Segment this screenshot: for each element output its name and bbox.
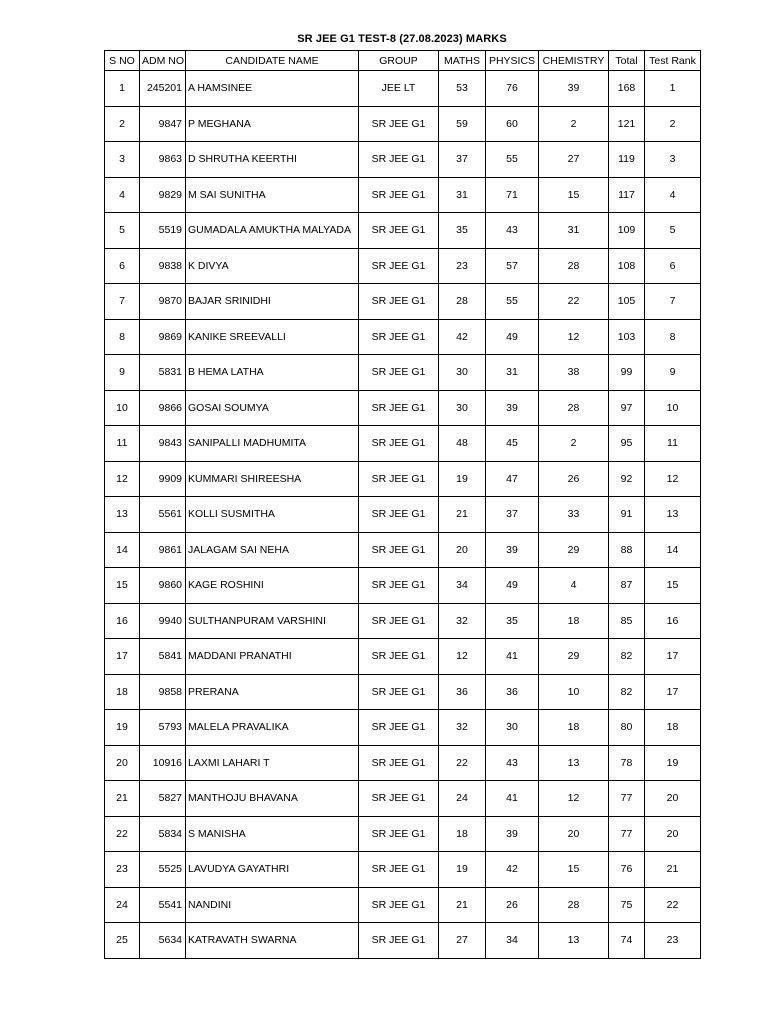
- cell-test-rank: 1: [645, 71, 701, 107]
- cell-test-rank: 8: [645, 319, 701, 355]
- cell-sno: 3: [105, 142, 140, 178]
- cell-maths: 19: [439, 852, 486, 888]
- header-group: GROUP: [359, 51, 439, 71]
- cell-group: SR JEE G1: [359, 710, 439, 746]
- cell-total: 95: [609, 426, 645, 462]
- cell-adm-no: 5831: [140, 355, 186, 391]
- cell-adm-no: 5834: [140, 816, 186, 852]
- cell-sno: 14: [105, 532, 140, 568]
- cell-group: SR JEE G1: [359, 923, 439, 959]
- cell-candidate-name: MALELA PRAVALIKA: [186, 710, 359, 746]
- cell-test-rank: 17: [645, 674, 701, 710]
- cell-chemistry: 15: [539, 177, 609, 213]
- cell-chemistry: 33: [539, 497, 609, 533]
- cell-maths: 24: [439, 781, 486, 817]
- cell-adm-no: 9860: [140, 568, 186, 604]
- cell-adm-no: 9869: [140, 319, 186, 355]
- sheet-title: SR JEE G1 TEST-8 (27.08.2023) MARKS: [297, 33, 507, 45]
- cell-physics: 43: [486, 745, 539, 781]
- cell-test-rank: 13: [645, 497, 701, 533]
- cell-adm-no: 5561: [140, 497, 186, 533]
- cell-group: SR JEE G1: [359, 639, 439, 675]
- cell-group: SR JEE G1: [359, 674, 439, 710]
- cell-sno: 2: [105, 106, 140, 142]
- table-row: [105, 852, 701, 888]
- cell-sno: 7: [105, 284, 140, 320]
- cell-test-rank: 20: [645, 781, 701, 817]
- header-adm-no: ADM NO: [140, 51, 186, 71]
- cell-physics: 76: [486, 71, 539, 107]
- cell-adm-no: 9843: [140, 426, 186, 462]
- cell-candidate-name: LAXMI LAHARI T: [186, 745, 359, 781]
- cell-maths: 36: [439, 674, 486, 710]
- cell-total: 87: [609, 568, 645, 604]
- cell-total: 85: [609, 603, 645, 639]
- cell-candidate-name: SANIPALLI MADHUMITA: [186, 426, 359, 462]
- cell-test-rank: 9: [645, 355, 701, 391]
- cell-chemistry: 26: [539, 461, 609, 497]
- cell-candidate-name: LAVUDYA GAYATHRI: [186, 852, 359, 888]
- cell-group: SR JEE G1: [359, 461, 439, 497]
- cell-total: 80: [609, 710, 645, 746]
- cell-sno: 4: [105, 177, 140, 213]
- cell-test-rank: 4: [645, 177, 701, 213]
- cell-group: SR JEE G1: [359, 745, 439, 781]
- table-row: [105, 781, 701, 817]
- cell-physics: 49: [486, 319, 539, 355]
- cell-candidate-name: JALAGAM SAI NEHA: [186, 532, 359, 568]
- cell-candidate-name: NANDINI: [186, 887, 359, 923]
- header-test-rank: Test Rank: [645, 51, 701, 71]
- cell-physics: 55: [486, 284, 539, 320]
- cell-physics: 41: [486, 781, 539, 817]
- cell-test-rank: 14: [645, 532, 701, 568]
- cell-chemistry: 4: [539, 568, 609, 604]
- cell-candidate-name: MANTHOJU BHAVANA: [186, 781, 359, 817]
- table-row: [105, 603, 701, 639]
- cell-total: 97: [609, 390, 645, 426]
- cell-test-rank: 12: [645, 461, 701, 497]
- cell-sno: 12: [105, 461, 140, 497]
- cell-physics: 42: [486, 852, 539, 888]
- cell-maths: 35: [439, 213, 486, 249]
- cell-chemistry: 22: [539, 284, 609, 320]
- cell-maths: 30: [439, 390, 486, 426]
- cell-chemistry: 10: [539, 674, 609, 710]
- header-chemistry: CHEMISTRY: [539, 51, 609, 71]
- cell-test-rank: 7: [645, 284, 701, 320]
- table-row: [105, 248, 701, 284]
- cell-chemistry: 12: [539, 319, 609, 355]
- cell-candidate-name: KOLLI SUSMITHA: [186, 497, 359, 533]
- cell-physics: 41: [486, 639, 539, 675]
- cell-maths: 37: [439, 142, 486, 178]
- cell-test-rank: 23: [645, 923, 701, 959]
- cell-maths: 53: [439, 71, 486, 107]
- table-header: [105, 51, 701, 71]
- cell-maths: 19: [439, 461, 486, 497]
- cell-group: SR JEE G1: [359, 213, 439, 249]
- cell-physics: 39: [486, 816, 539, 852]
- header-physics: PHYSICS: [486, 51, 539, 71]
- cell-sno: 20: [105, 745, 140, 781]
- cell-maths: 32: [439, 710, 486, 746]
- header-maths: MATHS: [439, 51, 486, 71]
- cell-total: 77: [609, 816, 645, 852]
- table-row: [105, 71, 701, 107]
- table-row: [105, 639, 701, 675]
- cell-candidate-name: PRERANA: [186, 674, 359, 710]
- cell-test-rank: 11: [645, 426, 701, 462]
- cell-physics: 31: [486, 355, 539, 391]
- cell-adm-no: 9870: [140, 284, 186, 320]
- cell-total: 117: [609, 177, 645, 213]
- cell-candidate-name: GOSAI SOUMYA: [186, 390, 359, 426]
- cell-chemistry: 29: [539, 532, 609, 568]
- cell-physics: 55: [486, 142, 539, 178]
- cell-total: 92: [609, 461, 645, 497]
- cell-maths: 59: [439, 106, 486, 142]
- cell-physics: 34: [486, 923, 539, 959]
- cell-group: SR JEE G1: [359, 355, 439, 391]
- cell-adm-no: 9866: [140, 390, 186, 426]
- table-row: [105, 532, 701, 568]
- cell-test-rank: 10: [645, 390, 701, 426]
- cell-sno: 9: [105, 355, 140, 391]
- cell-group: SR JEE G1: [359, 284, 439, 320]
- table-row: [105, 142, 701, 178]
- cell-test-rank: 19: [645, 745, 701, 781]
- cell-total: 76: [609, 852, 645, 888]
- header-sno: S NO: [105, 51, 140, 71]
- table-row: [105, 710, 701, 746]
- cell-chemistry: 18: [539, 603, 609, 639]
- table-row: [105, 923, 701, 959]
- cell-candidate-name: BAJAR SRINIDHI: [186, 284, 359, 320]
- cell-maths: 27: [439, 923, 486, 959]
- cell-chemistry: 2: [539, 106, 609, 142]
- cell-adm-no: 9829: [140, 177, 186, 213]
- cell-maths: 21: [439, 497, 486, 533]
- cell-total: 82: [609, 674, 645, 710]
- cell-total: 74: [609, 923, 645, 959]
- header-total: Total: [609, 51, 645, 71]
- cell-physics: 45: [486, 426, 539, 462]
- cell-adm-no: 9861: [140, 532, 186, 568]
- cell-maths: 18: [439, 816, 486, 852]
- cell-chemistry: 13: [539, 745, 609, 781]
- cell-maths: 22: [439, 745, 486, 781]
- cell-adm-no: 5519: [140, 213, 186, 249]
- cell-chemistry: 29: [539, 639, 609, 675]
- cell-candidate-name: KUMMARI SHIREESHA: [186, 461, 359, 497]
- cell-candidate-name: M SAI SUNITHA: [186, 177, 359, 213]
- table-row: [105, 674, 701, 710]
- cell-physics: 57: [486, 248, 539, 284]
- cell-adm-no: 9940: [140, 603, 186, 639]
- cell-physics: 60: [486, 106, 539, 142]
- cell-sno: 18: [105, 674, 140, 710]
- cell-group: SR JEE G1: [359, 781, 439, 817]
- cell-chemistry: 12: [539, 781, 609, 817]
- cell-maths: 48: [439, 426, 486, 462]
- cell-test-rank: 3: [645, 142, 701, 178]
- table-row: [105, 816, 701, 852]
- cell-physics: 26: [486, 887, 539, 923]
- cell-maths: 31: [439, 177, 486, 213]
- cell-sno: 1: [105, 71, 140, 107]
- cell-sno: 16: [105, 603, 140, 639]
- cell-sno: 22: [105, 816, 140, 852]
- marks-table: [104, 50, 701, 959]
- cell-maths: 12: [439, 639, 486, 675]
- cell-sno: 23: [105, 852, 140, 888]
- cell-candidate-name: P MEGHANA: [186, 106, 359, 142]
- cell-sno: 5: [105, 213, 140, 249]
- table-row: [105, 461, 701, 497]
- cell-maths: 42: [439, 319, 486, 355]
- cell-total: 103: [609, 319, 645, 355]
- table-body: [105, 71, 701, 959]
- cell-total: 119: [609, 142, 645, 178]
- cell-physics: 71: [486, 177, 539, 213]
- cell-chemistry: 20: [539, 816, 609, 852]
- cell-chemistry: 27: [539, 142, 609, 178]
- cell-chemistry: 28: [539, 248, 609, 284]
- cell-maths: 34: [439, 568, 486, 604]
- cell-physics: 36: [486, 674, 539, 710]
- table-row: [105, 177, 701, 213]
- cell-physics: 35: [486, 603, 539, 639]
- cell-group: SR JEE G1: [359, 248, 439, 284]
- table-row: [105, 213, 701, 249]
- cell-sno: 15: [105, 568, 140, 604]
- cell-total: 77: [609, 781, 645, 817]
- cell-group: SR JEE G1: [359, 532, 439, 568]
- cell-total: 105: [609, 284, 645, 320]
- cell-adm-no: 5541: [140, 887, 186, 923]
- cell-sno: 21: [105, 781, 140, 817]
- cell-sno: 6: [105, 248, 140, 284]
- cell-candidate-name: B HEMA LATHA: [186, 355, 359, 391]
- cell-group: SR JEE G1: [359, 106, 439, 142]
- cell-candidate-name: S MANISHA: [186, 816, 359, 852]
- cell-candidate-name: KATRAVATH SWARNA: [186, 923, 359, 959]
- cell-test-rank: 5: [645, 213, 701, 249]
- cell-chemistry: 2: [539, 426, 609, 462]
- header-row: [105, 51, 701, 71]
- cell-maths: 21: [439, 887, 486, 923]
- cell-total: 109: [609, 213, 645, 249]
- cell-sno: 19: [105, 710, 140, 746]
- cell-group: SR JEE G1: [359, 568, 439, 604]
- cell-total: 121: [609, 106, 645, 142]
- cell-group: SR JEE G1: [359, 319, 439, 355]
- cell-chemistry: 18: [539, 710, 609, 746]
- cell-sno: 25: [105, 923, 140, 959]
- cell-adm-no: 5634: [140, 923, 186, 959]
- cell-chemistry: 13: [539, 923, 609, 959]
- cell-group: SR JEE G1: [359, 426, 439, 462]
- cell-group: SR JEE G1: [359, 603, 439, 639]
- cell-chemistry: 28: [539, 390, 609, 426]
- cell-maths: 28: [439, 284, 486, 320]
- cell-chemistry: 38: [539, 355, 609, 391]
- table-row: [105, 887, 701, 923]
- cell-test-rank: 22: [645, 887, 701, 923]
- cell-adm-no: 9847: [140, 106, 186, 142]
- cell-group: SR JEE G1: [359, 390, 439, 426]
- cell-adm-no: 9863: [140, 142, 186, 178]
- cell-test-rank: 2: [645, 106, 701, 142]
- table-row: [105, 745, 701, 781]
- cell-sno: 10: [105, 390, 140, 426]
- cell-adm-no: 5827: [140, 781, 186, 817]
- cell-sno: 8: [105, 319, 140, 355]
- cell-candidate-name: KAGE ROSHINI: [186, 568, 359, 604]
- cell-test-rank: 21: [645, 852, 701, 888]
- cell-adm-no: 9838: [140, 248, 186, 284]
- cell-candidate-name: K DIVYA: [186, 248, 359, 284]
- cell-candidate-name: KANIKE SREEVALLI: [186, 319, 359, 355]
- cell-sno: 13: [105, 497, 140, 533]
- cell-group: SR JEE G1: [359, 142, 439, 178]
- cell-adm-no: 10916: [140, 745, 186, 781]
- cell-total: 75: [609, 887, 645, 923]
- cell-sno: 11: [105, 426, 140, 462]
- cell-chemistry: 39: [539, 71, 609, 107]
- cell-total: 91: [609, 497, 645, 533]
- cell-physics: 39: [486, 390, 539, 426]
- cell-sno: 17: [105, 639, 140, 675]
- cell-group: SR JEE G1: [359, 887, 439, 923]
- cell-test-rank: 20: [645, 816, 701, 852]
- table-row: [105, 319, 701, 355]
- cell-maths: 20: [439, 532, 486, 568]
- cell-maths: 32: [439, 603, 486, 639]
- cell-group: SR JEE G1: [359, 177, 439, 213]
- cell-physics: 47: [486, 461, 539, 497]
- table-row: [105, 284, 701, 320]
- cell-maths: 30: [439, 355, 486, 391]
- cell-test-rank: 16: [645, 603, 701, 639]
- cell-adm-no: 5525: [140, 852, 186, 888]
- cell-total: 99: [609, 355, 645, 391]
- cell-group: SR JEE G1: [359, 852, 439, 888]
- header-candidate-name: CANDIDATE NAME: [186, 51, 359, 71]
- cell-maths: 23: [439, 248, 486, 284]
- cell-total: 88: [609, 532, 645, 568]
- cell-physics: 49: [486, 568, 539, 604]
- table-row: [105, 355, 701, 391]
- cell-physics: 37: [486, 497, 539, 533]
- cell-adm-no: 5793: [140, 710, 186, 746]
- cell-physics: 43: [486, 213, 539, 249]
- cell-candidate-name: GUMADALA AMUKTHA MALYADA: [186, 213, 359, 249]
- cell-candidate-name: MADDANI PRANATHI: [186, 639, 359, 675]
- cell-test-rank: 15: [645, 568, 701, 604]
- cell-group: JEE LT: [359, 71, 439, 107]
- cell-physics: 39: [486, 532, 539, 568]
- cell-chemistry: 28: [539, 887, 609, 923]
- cell-test-rank: 17: [645, 639, 701, 675]
- table-row: [105, 497, 701, 533]
- cell-test-rank: 6: [645, 248, 701, 284]
- table-row: [105, 426, 701, 462]
- cell-candidate-name: SULTHANPURAM VARSHINI: [186, 603, 359, 639]
- cell-adm-no: 9909: [140, 461, 186, 497]
- cell-adm-no: 9858: [140, 674, 186, 710]
- cell-adm-no: 245201: [140, 71, 186, 107]
- cell-adm-no: 5841: [140, 639, 186, 675]
- cell-chemistry: 15: [539, 852, 609, 888]
- cell-total: 78: [609, 745, 645, 781]
- cell-group: SR JEE G1: [359, 816, 439, 852]
- cell-total: 108: [609, 248, 645, 284]
- cell-total: 82: [609, 639, 645, 675]
- cell-physics: 30: [486, 710, 539, 746]
- table-row: [105, 568, 701, 604]
- cell-sno: 24: [105, 887, 140, 923]
- cell-candidate-name: D SHRUTHA KEERTHI: [186, 142, 359, 178]
- cell-chemistry: 31: [539, 213, 609, 249]
- cell-group: SR JEE G1: [359, 497, 439, 533]
- table-row: [105, 106, 701, 142]
- cell-total: 168: [609, 71, 645, 107]
- cell-candidate-name: A HAMSINEE: [186, 71, 359, 107]
- cell-test-rank: 18: [645, 710, 701, 746]
- table-row: [105, 390, 701, 426]
